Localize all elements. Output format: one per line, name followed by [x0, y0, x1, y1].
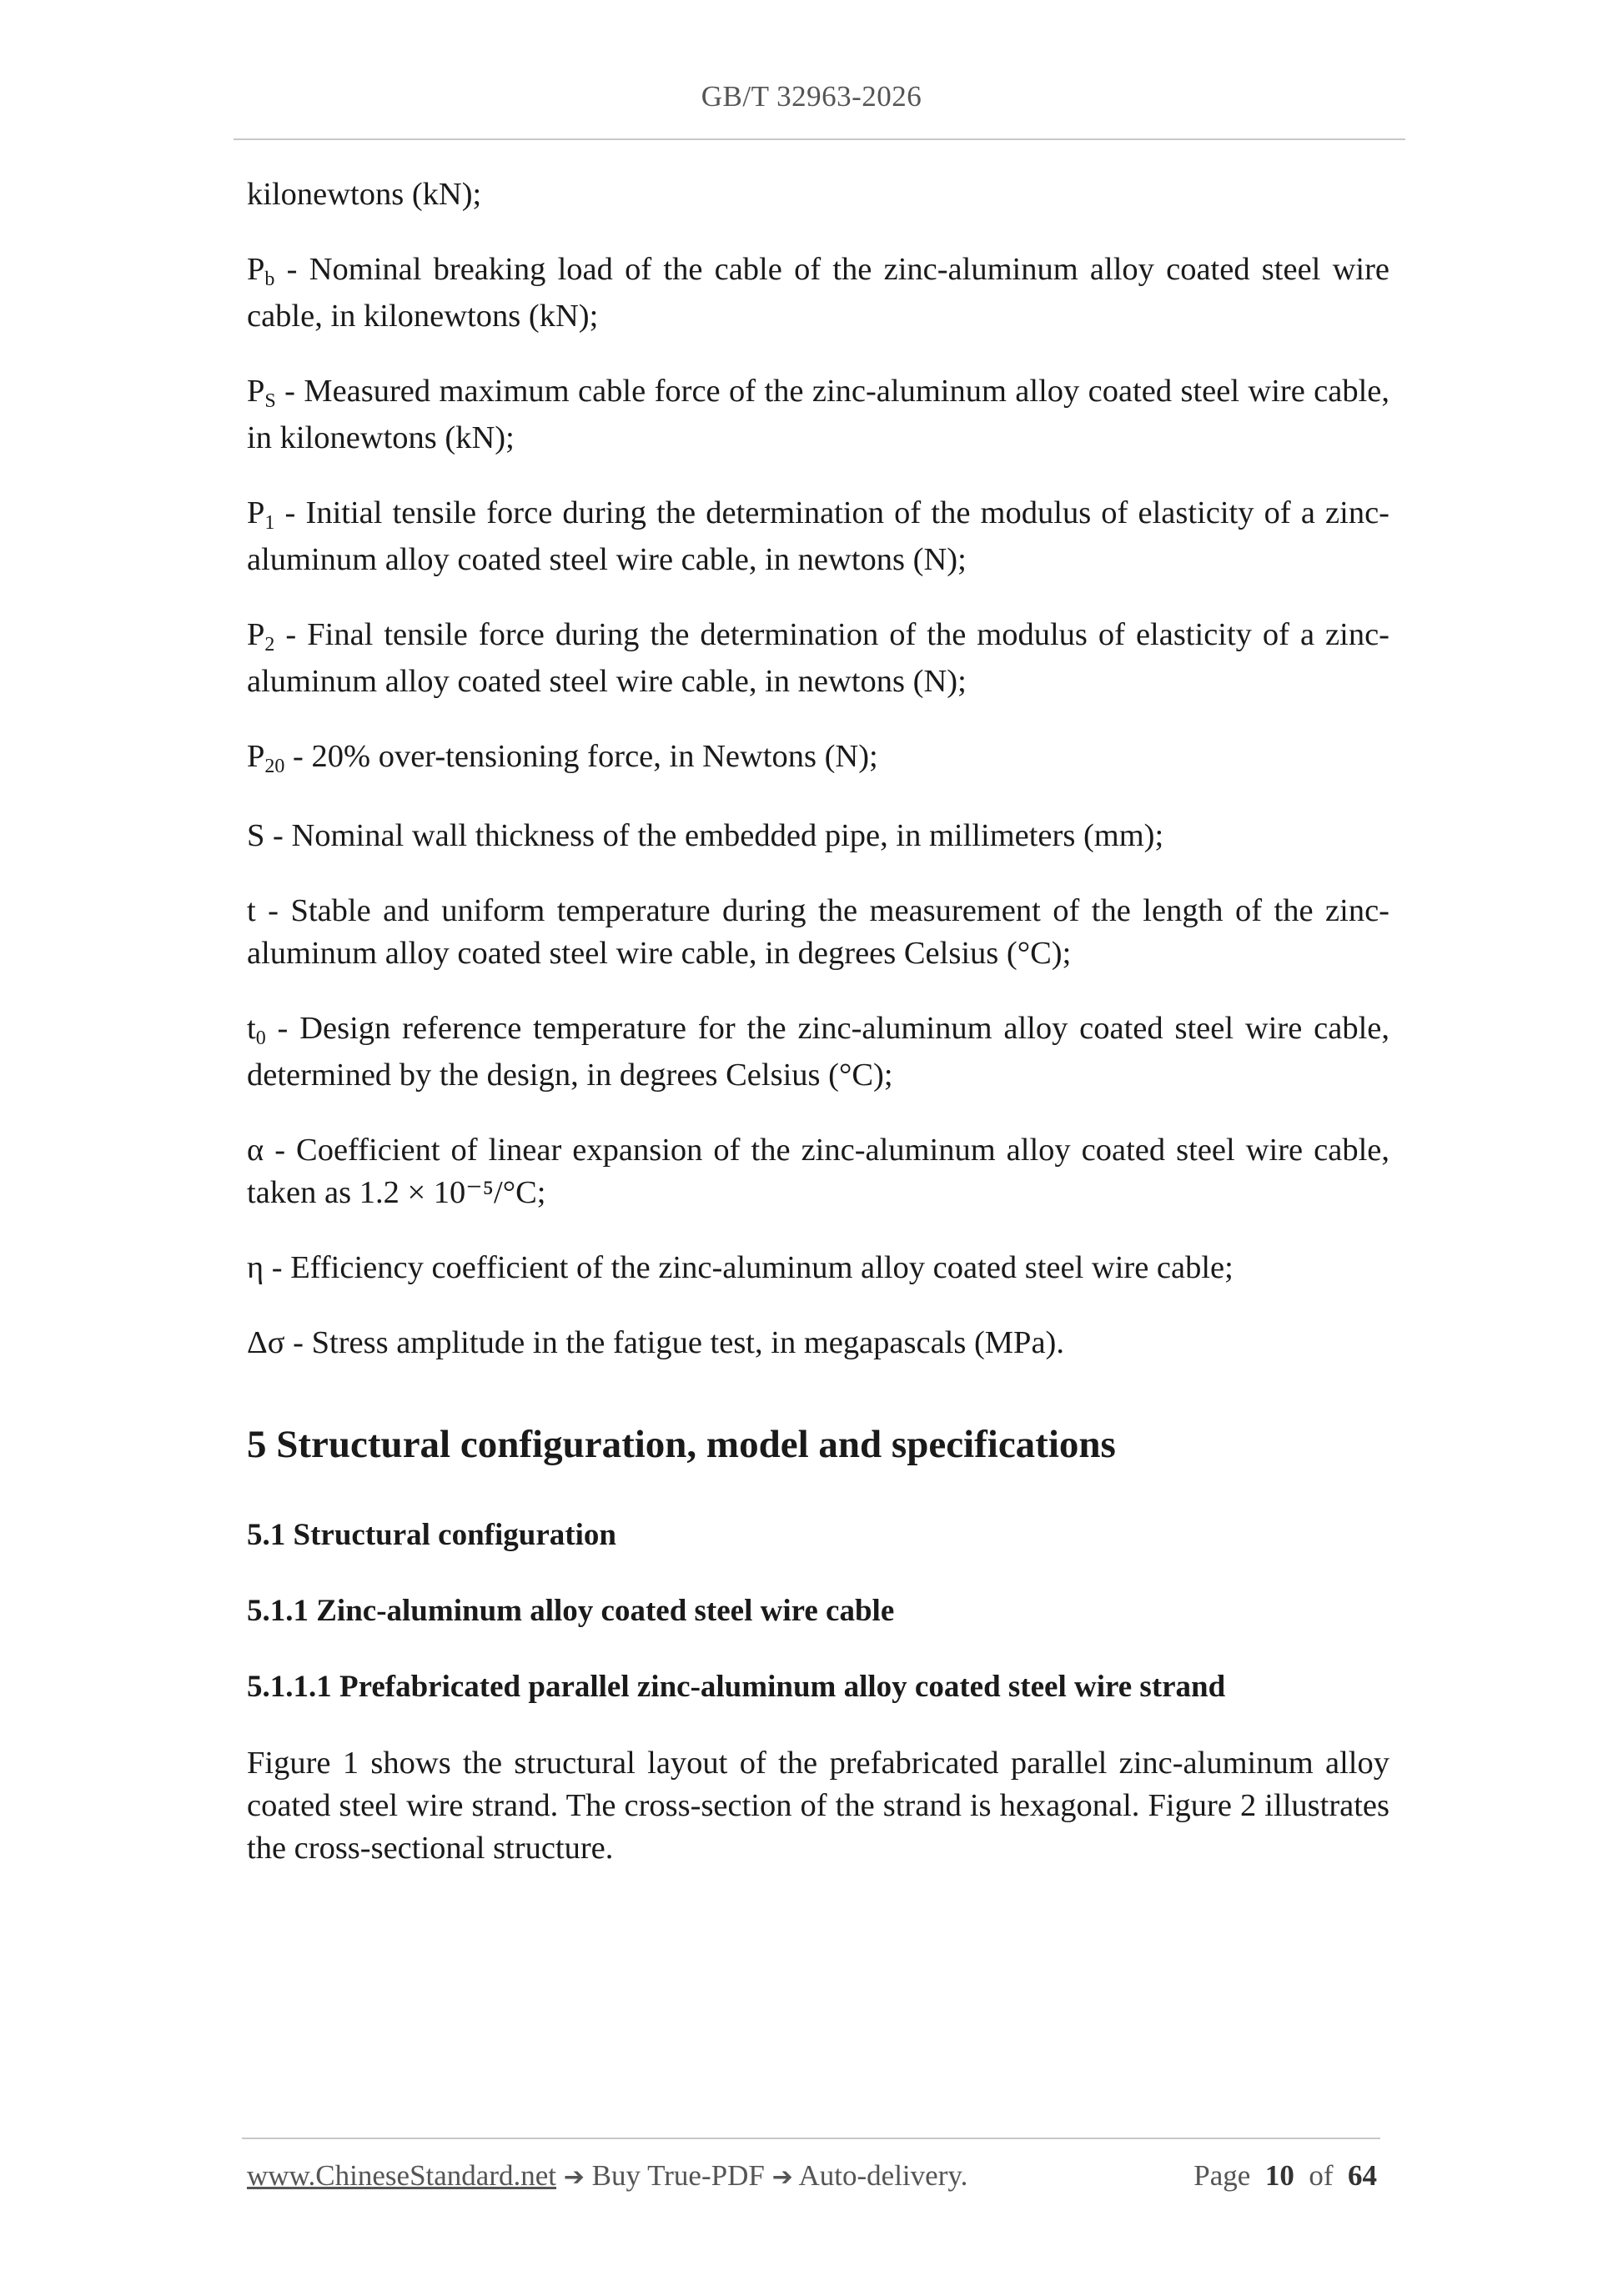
of-label: of: [1309, 2159, 1334, 2192]
page-footer: [247, 2159, 1377, 2201]
subsubsection-heading: 5.1.1 Zinc-aluminum alloy coated steel wire cable: [247, 1594, 895, 1628]
symbol-definitions-list: [247, 173, 1389, 1364]
definition-text: - Stress amplitude in the fatigue test, in megapascals (MPa).: [284, 1325, 1064, 1360]
symbol-subscript: 20: [264, 756, 285, 777]
buy-pdf-text: Buy True-PDF: [584, 2159, 772, 2192]
symbol-subscript: S: [264, 390, 276, 412]
definition-text: - Nominal breaking load of the cable of the zinc-aluminum alloy coated steel wire cable, in kilonewtons (kN);: [247, 252, 1389, 334]
arrow-right-icon: ➔: [771, 2163, 793, 2192]
symbol-definition: [247, 1322, 1389, 1364]
symbol: S: [247, 818, 265, 853]
definition-text: - Coefficient of linear expansion of the zinc-aluminum alloy coated steel wire cable, taken as 1.2 × 10⁻⁵/°C;: [247, 1133, 1389, 1210]
symbol-definition: [247, 614, 1389, 703]
symbol-subscript: 0: [255, 1027, 266, 1049]
definition-text: - Nominal wall thickness of the embedded pipe, in millimeters (mm);: [264, 818, 1164, 853]
symbol-subscript: b: [264, 269, 275, 290]
symbol-definition: [247, 815, 1389, 857]
definition-text: - Final tensile force during the determination of the modulus of elasticity of a zinc-aluminum alloy coated steel wire cable, in newtons (N);: [247, 617, 1389, 699]
definition-text: - Efficiency coefficient of the zinc-aluminum alloy coated steel wire cable;: [264, 1250, 1234, 1285]
definition-text: - Measured maximum cable force of the zinc-aluminum alloy coated steel wire cable, in kilonewtons (kN);: [247, 374, 1389, 455]
definition-text: - Stable and uniform temperature during the measurement of the length of the zinc-aluminum alloy coated steel wire cable, in degrees Celsius (°C);: [247, 893, 1389, 971]
auto-delivery-text: Auto-delivery.: [792, 2159, 968, 2192]
definition-text: kilonewtons (kN);: [247, 177, 482, 212]
page-content: [247, 173, 1389, 1902]
total-pages: 64: [1348, 2159, 1377, 2192]
section-heading: 5 Structural configuration, model and specifications: [247, 1423, 1116, 1466]
footer-divider: [242, 2138, 1380, 2139]
definition-text: - Initial tensile force during the determination of the modulus of elasticity of a zinc-aluminum alloy coated steel wire cable, in newtons (N);: [247, 495, 1389, 577]
website-link[interactable]: www.ChineseStandard.net: [247, 2159, 556, 2192]
symbol: η: [247, 1250, 264, 1285]
symbol-definition: [247, 173, 1389, 216]
symbol-subscript: 1: [264, 512, 275, 534]
symbol-definition: [247, 736, 1389, 782]
symbol-definition: [247, 492, 1389, 581]
symbol-definition: [247, 1247, 1389, 1289]
clause-heading: 5.1.1.1 Prefabricated parallel zinc-aluminum alloy coated steel wire strand: [247, 1670, 1226, 1704]
symbol-subscript: 2: [264, 634, 275, 656]
symbol-definition: [247, 249, 1389, 338]
definition-text: - Design reference temperature for the zinc-aluminum alloy coated steel wire cable, determined by the design, in degrees Celsius (°C);: [247, 1011, 1389, 1093]
symbol: α: [247, 1133, 264, 1168]
symbol: P: [247, 617, 265, 652]
current-page: 10: [1264, 2159, 1294, 2192]
body-paragraph: Figure 1 shows the structural layout of the prefabricated parallel zinc-aluminum alloy coated steel wire strand. The cross-section of the strand is hexagonal. Figure 2 illustrates the cross-sectional structure.: [247, 1746, 1389, 1866]
header-divider: [234, 138, 1405, 140]
page-label: Page: [1193, 2159, 1251, 2192]
symbol: Δσ: [247, 1325, 285, 1360]
footer-promo: [247, 2159, 967, 2193]
document-code-header: GB/T 32963-2026: [701, 80, 922, 113]
subsection-heading: 5.1 Structural configuration: [247, 1518, 616, 1552]
symbol: P: [247, 739, 265, 774]
symbol-definition: [247, 1007, 1389, 1097]
symbol: t: [247, 893, 256, 928]
definition-text: - 20% over-tensioning force, in Newtons (N);: [284, 739, 878, 774]
symbol-definition: [247, 890, 1389, 975]
arrow-right-icon: ➔: [563, 2163, 585, 2192]
symbol-definition: [247, 1129, 1389, 1214]
symbol-definition: [247, 370, 1389, 460]
symbol: t: [247, 1011, 256, 1046]
symbol: P: [247, 374, 265, 409]
symbol: P: [247, 252, 265, 287]
page-number: [1193, 2159, 1377, 2193]
symbol: P: [247, 495, 265, 530]
